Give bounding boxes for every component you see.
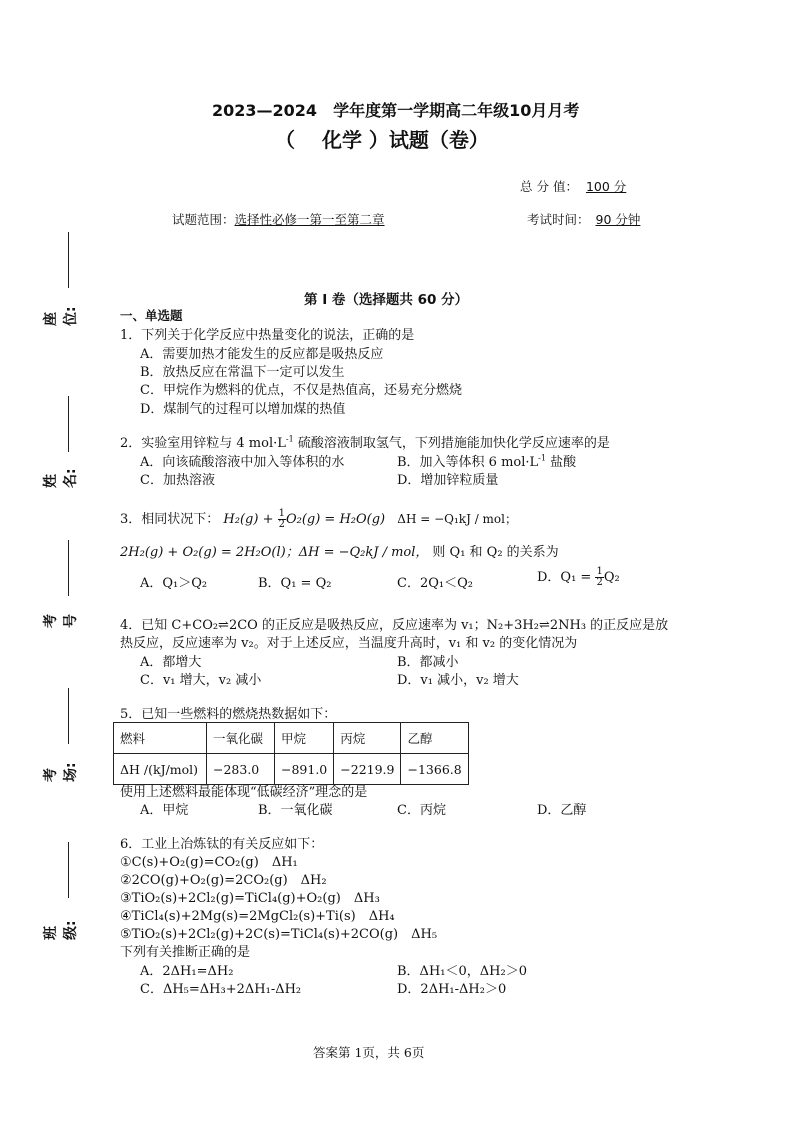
q4-option-c: C．v₁ 增大，v₂ 减小	[140, 673, 262, 688]
scope-value: 选择性必修一第一至第二章	[234, 212, 385, 227]
fuel-table	[113, 722, 469, 785]
table-row	[114, 754, 469, 785]
name-label: 姓名:	[43, 468, 79, 488]
q4-stem-line1: 4．已知 C+CO₂⇌2CO 的正反应是吸热反应，反应速率为 v₁；N₂+3H₂⇌2NH₃ 的正反应是放	[120, 618, 669, 633]
seat-label: 座位:	[43, 306, 79, 326]
q4-stem-line2: 热反应，反应速率为 v₂。对于上述反应，当温度升高时，v₁ 和 v₂ 的变化情况为	[120, 636, 578, 651]
table-row	[114, 723, 469, 754]
table-cell: −283.0	[207, 754, 275, 785]
q1-option-b: B．放热反应在常温下一定可以发生	[140, 365, 345, 380]
q2-option-b: B．加入等体积 6 $mol\cdot L^{-1}$ 盐酸	[397, 453, 577, 470]
q6-option-d: D．2ΔH₁-ΔH₂＞0	[397, 982, 507, 997]
table-cell: 丙烷	[334, 723, 401, 754]
q6-reaction-1: ①C(s)+O₂(g)=CO₂(g) ΔH₁	[120, 855, 298, 870]
table-cell: 甲烷	[275, 723, 334, 754]
table-cell: −1366.8	[401, 754, 468, 785]
q5-option-a: A．甲烷	[140, 803, 189, 818]
exam-subtitle: （ 化学 ）试题（卷）	[275, 128, 489, 152]
q5-option-c: C．丙烷	[397, 803, 446, 818]
exam-room-label: 考场:	[43, 762, 79, 782]
table-cell: 乙醇	[401, 723, 468, 754]
q3-option-d: D．Q₁ = $\frac{1}{2}$ Q₂	[537, 566, 620, 588]
table-cell: 一氧化碳	[207, 723, 275, 754]
q3-half-fraction: $\frac{1}{2}$	[278, 508, 285, 530]
q1-stem: 1．下列关于化学反应中热量变化的说法，正确的是	[120, 328, 415, 343]
q6-option-c: C．ΔH₅=ΔH₃+2ΔH₁-ΔH₂	[140, 982, 302, 997]
q3-option-c: C．2Q₁＜Q₂	[397, 576, 473, 591]
q2-stem: 2．实验室用锌粒与 4 $mol\cdot L^{-1}$ 硫酸溶液制取氢气，下列措施能加快化学反应速率的是	[120, 434, 610, 451]
total-score-label: 总 分 值：	[520, 179, 578, 194]
q6-option-b: B．ΔH₁＜0，ΔH₂＞0	[397, 964, 527, 979]
q1-option-d: D．煤制气的过程可以增加煤的热值	[140, 402, 346, 417]
table-cell: ΔH /(kJ/mol)	[114, 754, 207, 785]
exam-scope	[172, 210, 385, 228]
exam-room-line	[68, 688, 69, 744]
page-footer: 答案第 1页，共 6页	[313, 1045, 425, 1060]
q4-option-a: A．都增大	[140, 655, 202, 670]
total-score	[520, 177, 632, 195]
q3-delta-h-1: ΔH = −Q₁kJ / mol；	[397, 512, 517, 526]
q3-option-a: A．Q₁＞Q₂	[140, 576, 208, 591]
q4-option-d: D．v₁ 减小，v₂ 增大	[397, 673, 519, 688]
q2-option-d: D．增加锌粒质量	[397, 473, 499, 488]
q5-option-b: B．一氧化碳	[258, 803, 333, 818]
q6-reaction-3: ③TiO₂(s)+2Cl₂(g)=TiCl₄(g)+O₂(g) ΔH₃	[120, 891, 380, 906]
section-subtitle: 一、单选题	[120, 308, 183, 323]
q5-option-d: D．乙醇	[537, 803, 587, 818]
class-label: 班级:	[43, 920, 79, 940]
q5-ask: 使用上述燃料最能体现“低碳经济”理念的是	[120, 785, 368, 800]
exam-number-label: 考号	[43, 614, 79, 628]
q6-reaction-4: ④TiCl₄(s)+2Mg(s)=2MgCl₂(s)+Ti(s) ΔH₄	[120, 909, 395, 924]
section-title: 第 I 卷（选择题共 60 分）	[304, 292, 469, 308]
q1-option-a: A．需要加热才能发生的反应都是吸热反应	[140, 347, 384, 362]
q4-option-b: B．都减小	[397, 655, 459, 670]
table-cell: −2219.9	[334, 754, 401, 785]
total-score-value: 100 分	[585, 179, 627, 194]
table-cell: −891.0	[275, 754, 334, 785]
q6-ask: 下列有关推断正确的是	[120, 945, 251, 960]
class-line	[68, 842, 69, 898]
q3-option-b: B．Q₁ = Q₂	[258, 576, 332, 591]
name-line	[68, 396, 69, 452]
table-cell: 燃料	[114, 723, 207, 754]
exam-number-line	[68, 540, 69, 596]
q3-equation-1: H₂(g) +	[223, 512, 278, 527]
time-value: 90 分钟	[595, 212, 641, 227]
q6-option-a: A．2ΔH₁=ΔH₂	[140, 964, 234, 979]
q1-option-c: C．甲烷作为燃料的优点，不仅是热值高，还易充分燃烧	[140, 383, 462, 398]
q2-option-c: C．加热溶液	[140, 473, 215, 488]
time-label: 考试时间：	[527, 212, 590, 227]
q5-stem: 5．已知一些燃料的燃烧热数据如下：	[120, 707, 337, 722]
q6-stem: 6．工业上冶炼钛的有关反应如下：	[120, 837, 324, 852]
exam-title: 2023—2024 学年度第一学期高二年级10月月考	[212, 101, 580, 120]
seat-line	[68, 232, 69, 288]
q3-equation-2: 2H₂(g) + O₂(g) = 2H₂O(l)；ΔH = −Q₂kJ / mol， 则 Q₁ 和 Q₂ 的关系为	[120, 545, 559, 560]
exam-time	[527, 210, 644, 228]
scope-label: 试题范围：	[172, 212, 235, 227]
q2-option-a: A．向该硫酸溶液中加入等体积的水	[140, 455, 345, 470]
q6-reaction-2: ②2CO(g)+O₂(g)=2CO₂(g) ΔH₂	[120, 873, 327, 888]
q3-stem: 3．相同状况下： H₂(g) + $\frac{1}{2}$ O₂(g) = H₂O(g) ΔH = −Q₁kJ / mol；	[120, 508, 517, 530]
q6-reaction-5: ⑤TiO₂(s)+2Cl₂(g)+2C(s)=TiCl₄(s)+2CO(g) ΔH₅	[120, 927, 438, 942]
